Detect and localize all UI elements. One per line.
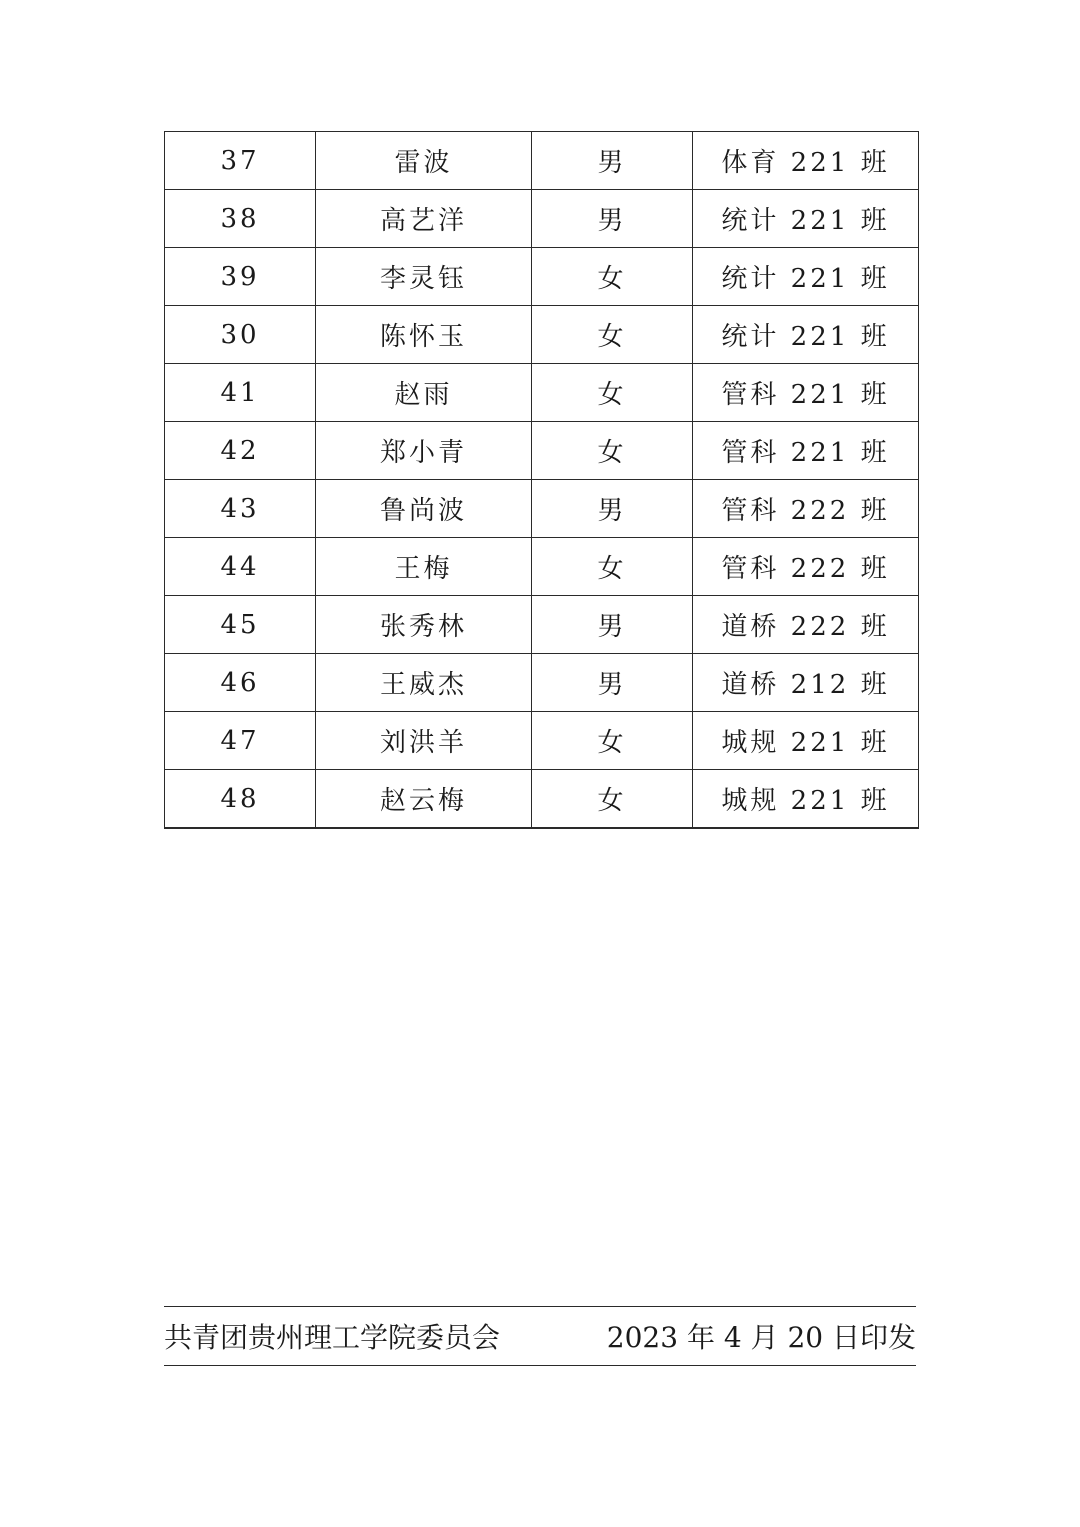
table-row [165, 132, 919, 190]
cell-name: 郑小青 [316, 422, 532, 480]
cell-number: 30 [165, 306, 316, 364]
cell-class: 统计 221 班 [693, 190, 919, 248]
cell-class: 道桥 212 班 [693, 654, 919, 712]
cell-gender: 男 [532, 480, 693, 538]
cell-number: 44 [165, 538, 316, 596]
cell-number: 39 [165, 248, 316, 306]
cell-class: 统计 221 班 [693, 306, 919, 364]
cell-name: 赵云梅 [316, 770, 532, 829]
cell-name: 赵雨 [316, 364, 532, 422]
cell-class: 管科 221 班 [693, 364, 919, 422]
cell-number: 46 [165, 654, 316, 712]
table-row [165, 770, 919, 829]
cell-gender: 女 [532, 712, 693, 770]
cell-number: 43 [165, 480, 316, 538]
cell-gender: 男 [532, 132, 693, 190]
table-row [165, 190, 919, 248]
cell-gender: 女 [532, 364, 693, 422]
cell-class: 管科 222 班 [693, 480, 919, 538]
cell-name: 陈怀玉 [316, 306, 532, 364]
table-row [165, 422, 919, 480]
table-row [165, 538, 919, 596]
cell-name: 王威杰 [316, 654, 532, 712]
roster-body [165, 132, 919, 829]
cell-gender: 女 [532, 248, 693, 306]
cell-class: 统计 221 班 [693, 248, 919, 306]
cell-number: 42 [165, 422, 316, 480]
cell-class: 道桥 222 班 [693, 596, 919, 654]
cell-class: 城规 221 班 [693, 712, 919, 770]
document-footer [164, 1306, 916, 1366]
roster-table [164, 131, 919, 829]
cell-name: 高艺洋 [316, 190, 532, 248]
cell-name: 雷波 [316, 132, 532, 190]
table-row [165, 712, 919, 770]
table-row [165, 480, 919, 538]
table-row [165, 306, 919, 364]
issuer-name: 共青团贵州理工学院委员会 [164, 1321, 501, 1354]
cell-class: 体育 221 班 [693, 132, 919, 190]
cell-gender: 女 [532, 538, 693, 596]
table-row [165, 654, 919, 712]
cell-class: 管科 221 班 [693, 422, 919, 480]
cell-name: 鲁尚波 [316, 480, 532, 538]
cell-number: 48 [165, 770, 316, 829]
cell-number: 37 [165, 132, 316, 190]
table-row [165, 364, 919, 422]
cell-name: 张秀林 [316, 596, 532, 654]
cell-name: 李灵钰 [316, 248, 532, 306]
table-row [165, 596, 919, 654]
cell-name: 刘洪羊 [316, 712, 532, 770]
cell-gender: 女 [532, 422, 693, 480]
cell-gender: 女 [532, 770, 693, 829]
issue-date: 2023 年 4 月 20 日印发 [606, 1321, 916, 1354]
cell-gender: 女 [532, 306, 693, 364]
cell-gender: 男 [532, 190, 693, 248]
cell-number: 38 [165, 190, 316, 248]
cell-number: 41 [165, 364, 316, 422]
table-row [165, 248, 919, 306]
cell-gender: 男 [532, 596, 693, 654]
cell-number: 47 [165, 712, 316, 770]
cell-class: 管科 222 班 [693, 538, 919, 596]
cell-class: 城规 221 班 [693, 770, 919, 829]
cell-number: 45 [165, 596, 316, 654]
cell-gender: 男 [532, 654, 693, 712]
cell-name: 王梅 [316, 538, 532, 596]
